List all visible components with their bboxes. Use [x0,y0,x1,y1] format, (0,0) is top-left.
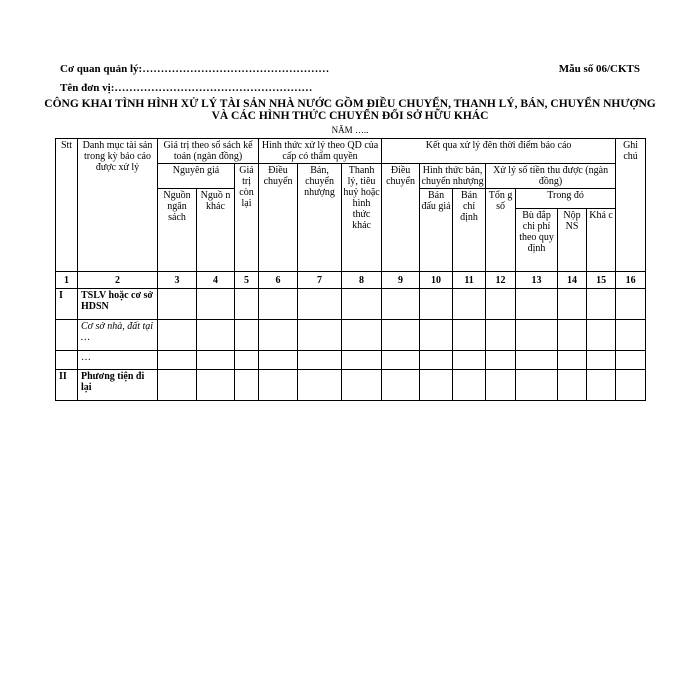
header-other-source: Nguồ n khác [197,189,235,272]
col-number: 4 [197,272,235,289]
table-cell [298,289,342,320]
table-cell [298,370,342,401]
col-number: 16 [616,272,646,289]
header-total: Tổn g số [486,189,516,272]
col-number: 7 [298,272,342,289]
table-cell [558,351,587,370]
header-category: Danh mục tài sản trong kỳ báo cáo được xử lý [78,139,158,272]
table-cell [259,370,298,401]
table-cell [235,351,259,370]
table-cell [382,351,420,370]
header-transfer: Điều chuyển [259,164,298,272]
col-number: 3 [158,272,197,289]
col-number: 6 [259,272,298,289]
col-number: 12 [486,272,516,289]
header-note: Ghi chú [616,139,646,272]
table-cell [158,320,197,351]
table-cell [342,351,382,370]
header-original-price: Nguyên giá [158,164,235,189]
col-number: 14 [558,272,587,289]
col-number: 11 [453,272,486,289]
table-row [56,289,646,320]
table-cell [259,351,298,370]
table-cell [342,289,382,320]
table-cell [382,320,420,351]
header-sale-form: Hình thức bán, chuyển nhượng [421,165,484,187]
header-of-which: Trong đó [516,189,616,209]
form-number: Mẫu số 06/CKTS [558,63,640,75]
table-cell [259,289,298,320]
row-name: … [78,351,158,370]
col-number: 9 [382,272,420,289]
header-liquidate: Thanh lý, tiêu huỷ hoặc hình thức khác [342,164,382,272]
header-offset-costs: Bù đắp chi phí theo quy định [516,209,558,272]
header-sell-transfer: Bán, chuyển nhượng [298,164,342,272]
table-cell [197,351,235,370]
header-form-by-decision: Hình thức xử lý theo QD của cấp có thẩm quyền [259,139,382,164]
header-budget-source: Nguồn ngân sách [158,189,197,272]
col-number: 2 [78,272,158,289]
table-cell [616,370,646,401]
table-cell [235,370,259,401]
col-number: 10 [420,272,453,289]
table-row [56,370,646,401]
header-remaining-value: Giá trị còn lại [235,164,259,272]
table-cell [486,351,516,370]
table-cell [158,370,197,401]
header-result-transfer: Điều chuyển [382,164,420,272]
table-cell [516,370,558,401]
asset-disposal-table [55,138,646,401]
table-cell [516,320,558,351]
header-designated: Bán chỉ định [453,189,486,272]
table-cell [420,289,453,320]
table-row [56,351,646,370]
table-cell [587,370,616,401]
table-cell [587,351,616,370]
row-name: Cơ sở nhà, đất tại … [78,320,158,351]
table-cell [453,289,486,320]
table-cell [616,289,646,320]
column-number-row [56,272,646,289]
table-cell [486,320,516,351]
row-stt [56,320,78,351]
col-number: 13 [516,272,558,289]
report-title-line1: CÔNG KHAI TÌNH HÌNH XỬ LÝ TÀI SẢN NHÀ NƯỚC GỒM ĐIỀU CHUYỂN, THANH LÝ, BÁN, CHUYỂN NHƯỢNG [44,98,656,110]
unit-label: Tên đơn vị:……………………………………………… [60,82,313,94]
row-name: Phương tiện đi lại [78,370,158,401]
col-number: 8 [342,272,382,289]
table-cell [298,351,342,370]
table-cell [616,320,646,351]
table-cell [587,320,616,351]
table-row [56,320,646,351]
row-stt: II [56,370,78,401]
header-proceeds: Xử lý số tiền thu được (ngàn đồng) [486,164,616,189]
table-cell [453,370,486,401]
table-cell [259,320,298,351]
agency-label: Cơ quan quản lý:…………………………………………… [60,63,330,75]
col-number: 1 [56,272,78,289]
header-pay-budget: Nộp NS [558,209,587,272]
table-cell [453,320,486,351]
table-cell [587,289,616,320]
table-cell [235,289,259,320]
row-stt [56,351,78,370]
header-book-value: Giá trị theo sổ sách kế toán (ngàn đồng) [158,139,259,164]
table-cell [516,289,558,320]
header-result: Kết qua xử lý đên thời điểm báo cáo [382,139,616,164]
row-stt: I [56,289,78,320]
table-cell [158,289,197,320]
table-cell [420,320,453,351]
table-cell [197,289,235,320]
report-year: NĂM ….. [331,125,369,135]
table-cell [235,320,259,351]
col-number: 15 [587,272,616,289]
table-cell [382,370,420,401]
table-cell [420,351,453,370]
header-row-1 [56,139,646,164]
col-number: 5 [235,272,259,289]
header-other: Khá c [587,209,616,272]
header-auction: Bán đấu giá [420,189,453,272]
table-cell [342,370,382,401]
report-title-line2: VÀ CÁC HÌNH THỨC CHUYỂN ĐỔI SỞ HỮU KHÁC [211,110,489,122]
table-cell [197,320,235,351]
table-cell [197,370,235,401]
table-cell [516,351,558,370]
table-cell [558,370,587,401]
table-cell [382,289,420,320]
table-cell [616,351,646,370]
table-cell [158,351,197,370]
table-cell [298,320,342,351]
table-cell [453,351,486,370]
table-cell [486,370,516,401]
table-cell [558,289,587,320]
header-stt: Stt [56,139,78,272]
table-cell [420,370,453,401]
row-name: TSLV hoặc cơ sở HDSN [78,289,158,320]
table-cell [486,289,516,320]
table-cell [558,320,587,351]
table-cell [342,320,382,351]
